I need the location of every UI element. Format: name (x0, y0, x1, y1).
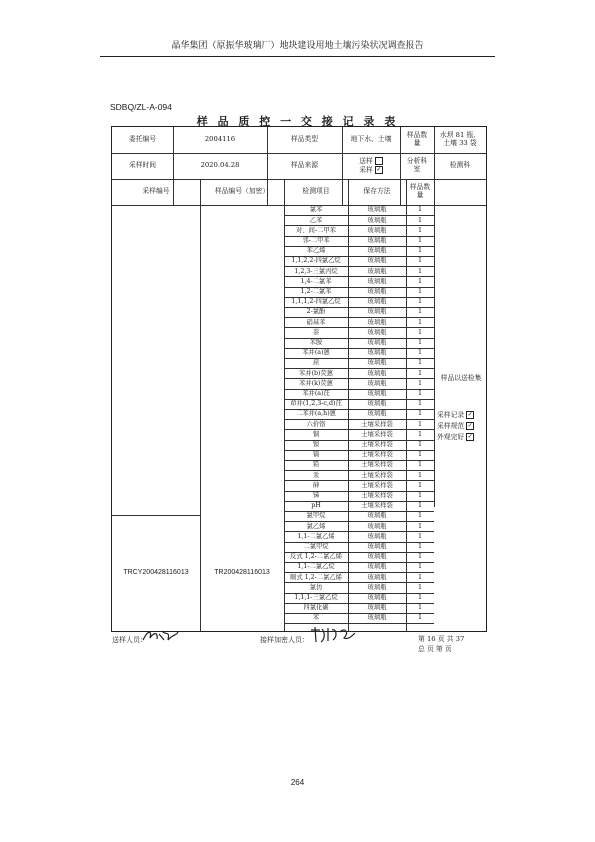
test-item: 二苯并(a,h)蒽 (296, 410, 336, 418)
item-quantity: 1 (417, 563, 422, 571)
test-item: 顺式 1,2-二氯乙烯 (290, 573, 342, 581)
storage-method: 玻璃瓶 (367, 583, 387, 591)
label-sample-source: 样品来源 (290, 161, 319, 170)
test-item: 反式 1,2-二氯乙烯 (290, 553, 342, 561)
page-info (418, 634, 464, 654)
item-quantity: 1 (417, 277, 422, 285)
item-quantity: 1 (417, 216, 422, 224)
qc-check-label: 采样规范 (437, 421, 465, 430)
test-item: 苯并(a)芘 (302, 390, 330, 398)
sample-source-options (342, 153, 400, 179)
qc-check-checkbox[interactable]: ✓ (467, 411, 473, 419)
label-commission-no: 委托编号 (128, 135, 157, 144)
test-item: 四氯化碳 (303, 604, 329, 612)
item-quantity: 1 (417, 247, 422, 255)
item-quantity: 1 (417, 226, 422, 234)
qc-check-item (437, 410, 487, 421)
qc-check-item (437, 432, 487, 443)
item-quantity: 1 (417, 379, 422, 387)
item-quantity: 1 (417, 604, 422, 612)
test-item: 氯仿 (309, 583, 323, 591)
storage-method: 玻璃瓶 (367, 573, 387, 581)
col-sampling-code: 采样编号 (142, 187, 170, 196)
page-info-line1: 第 16 页 共 37 (418, 635, 465, 643)
storage-method: 玻璃瓶 (367, 247, 387, 255)
option-delivered-label: 送样 (359, 157, 373, 166)
label-sampling-time: 采样时间 (128, 161, 157, 170)
sample-quantity: 水坝 81 瓶、土壤 33 袋 (439, 131, 481, 147)
test-item: 对、间-二甲苯 (296, 226, 336, 234)
col-quantity: 样品数量 (409, 183, 431, 199)
storage-method: 土壤采样袋 (361, 502, 393, 510)
item-quantity: 1 (417, 390, 422, 398)
test-item: 乙苯 (309, 216, 323, 224)
test-item: 六价铬 (306, 420, 326, 428)
storage-method: 玻璃瓶 (367, 512, 387, 520)
storage-method: 玻璃瓶 (367, 339, 387, 347)
item-quantity: 1 (417, 410, 422, 418)
option-sampled-label: 采样 (359, 166, 373, 174)
item-quantity: 1 (417, 206, 422, 214)
test-item: 萘 (312, 328, 320, 336)
test-item: 氯苯 (309, 206, 323, 214)
label-sample-quantity: 样品数量 (406, 131, 428, 147)
test-item: 1,4-二氯苯 (300, 277, 332, 285)
item-quantity: 1 (417, 400, 422, 408)
item-quantity: 1 (417, 420, 422, 428)
receiver-signature (308, 624, 358, 646)
remarks-note: 样品以送检集 (440, 374, 482, 382)
page-number: 264 (290, 778, 305, 787)
storage-method: 土壤采样袋 (361, 461, 393, 469)
test-item: 2-氯酚 (306, 308, 326, 316)
storage-method: 土壤采样袋 (361, 420, 393, 428)
storage-method: 玻璃瓶 (367, 257, 387, 265)
storage-method: 玻璃瓶 (367, 400, 387, 408)
item-quantity: 1 (417, 461, 422, 469)
item-quantity: 1 (417, 481, 422, 489)
test-item: 邻-二甲苯 (302, 237, 330, 245)
receiver-label: 接样加密人员： (260, 637, 309, 644)
test-item: 镍 (312, 441, 320, 449)
qc-check-label: 采样记录 (437, 411, 465, 419)
test-item: pH (311, 502, 321, 510)
label-sample-type: 样品类型 (290, 135, 319, 144)
storage-method: 玻璃瓶 (367, 594, 387, 602)
option-sampled-checkbox[interactable]: ✓ (376, 166, 382, 173)
grid-line (434, 127, 435, 507)
qc-check-checkbox[interactable]: ✓ (467, 433, 473, 441)
storage-method: 土壤采样袋 (361, 481, 393, 489)
item-quantity: 1 (417, 492, 422, 500)
test-item: 苯并(b)荧蒽 (298, 369, 334, 377)
item-quantity: 1 (417, 583, 422, 591)
item-quantity: 1 (417, 614, 422, 622)
item-quantity: 1 (417, 288, 422, 296)
item-quantity: 1 (417, 573, 422, 581)
storage-method: 土壤采样袋 (361, 492, 393, 500)
test-item: 锑 (312, 492, 320, 500)
storage-method: 玻璃瓶 (367, 267, 387, 275)
item-quantity: 1 (417, 349, 422, 357)
item-quantity: 1 (417, 298, 422, 306)
col-storage-method: 保存方法 (363, 187, 391, 196)
test-item: 1,1,1-三氯乙烷 (294, 594, 338, 602)
col-test-item: 检测项目 (302, 187, 330, 196)
storage-method: 玻璃瓶 (367, 604, 387, 612)
storage-method: 玻璃瓶 (367, 410, 387, 418)
storage-method: 玻璃瓶 (367, 369, 387, 377)
storage-method: 土壤采样袋 (361, 441, 393, 449)
storage-method: 玻璃瓶 (367, 563, 387, 571)
qc-check-label: 外观完好 (437, 432, 465, 441)
item-quantity: 1 (417, 237, 422, 245)
item-quantity: 1 (417, 441, 422, 449)
test-item: 铅 (312, 461, 320, 469)
analysis-dept: 检测科 (449, 161, 471, 170)
item-quantity: 1 (417, 594, 422, 602)
qc-handover-table (111, 126, 487, 632)
storage-method: 玻璃瓶 (367, 328, 387, 336)
test-item: 氯甲烷 (306, 512, 326, 520)
sender-label: 送样人员： (112, 637, 147, 644)
item-quantity: 1 (417, 369, 422, 377)
item-quantity: 1 (417, 430, 422, 438)
storage-method: 玻璃瓶 (367, 379, 387, 387)
item-quantity: 1 (417, 512, 422, 520)
test-item: 䓛 (312, 359, 320, 367)
test-item: 苯胺 (309, 339, 323, 347)
item-quantity: 1 (417, 308, 422, 316)
item-quantity: 1 (417, 257, 422, 265)
test-item: 二氯甲烷 (303, 543, 329, 551)
test-item: 苯 (312, 614, 320, 622)
storage-method: 玻璃瓶 (367, 216, 387, 224)
test-item: 1,2-二氯苯 (300, 288, 332, 296)
page-info-line2: 总 页 第 页 (418, 645, 452, 654)
storage-method: 土壤采样袋 (361, 430, 393, 438)
item-quantity: 1 (417, 532, 422, 540)
item-quantity: 1 (417, 522, 422, 530)
test-item: 苯乙烯 (306, 247, 326, 255)
test-item: 1,1-二氯乙烷 (297, 563, 335, 571)
storage-method: 玻璃瓶 (367, 308, 387, 316)
sender-signature (140, 626, 182, 646)
storage-method: 玻璃瓶 (367, 277, 387, 285)
option-delivered-checkbox[interactable] (375, 157, 383, 165)
test-item: 镉 (312, 451, 320, 459)
storage-method: 玻璃瓶 (367, 532, 387, 540)
storage-method: 玻璃瓶 (367, 390, 387, 398)
storage-method: 玻璃瓶 (367, 318, 387, 326)
label-analysis-dept: 分析科室 (406, 157, 428, 173)
item-quantity: 1 (417, 267, 422, 275)
item-quantity: 1 (417, 553, 422, 561)
item-quantity: 1 (417, 359, 422, 367)
item-quantity: 1 (417, 339, 422, 347)
item-quantity: 1 (417, 318, 422, 326)
storage-method: 玻璃瓶 (367, 349, 387, 357)
test-item: 砷 (312, 481, 320, 489)
test-item: 汞 (312, 471, 320, 479)
test-item: 苯并(k)荧蒽 (299, 379, 333, 387)
qc-check-checkbox[interactable]: ✓ (467, 422, 473, 430)
storage-method: 土壤采样袋 (361, 471, 393, 479)
test-item: 茚并(1,2,3-c,d)芘 (290, 400, 342, 408)
storage-method: 玻璃瓶 (367, 288, 387, 296)
storage-method: 玻璃瓶 (367, 614, 387, 622)
col-encrypted-code: 样品编号（加密） (214, 187, 270, 196)
item-quantity: 1 (417, 328, 422, 336)
test-item: 1,1,1,2-四氯乙烷 (291, 298, 341, 306)
qc-check-item (437, 421, 487, 432)
storage-method: 玻璃瓶 (367, 237, 387, 245)
test-item: 硝基苯 (306, 318, 326, 326)
test-item: 氯乙烯 (306, 522, 326, 530)
storage-method: 玻璃瓶 (367, 359, 387, 367)
item-quantity: 1 (417, 543, 422, 551)
grid-line (284, 623, 434, 624)
report-header: 晶华集团（原振华玻璃厂）地块建设用地土壤污染状况调查报告 (171, 41, 424, 51)
test-item: 1,2,3-三氯丙烷 (294, 267, 338, 275)
test-item: 1,1,2,2-四氯乙烷 (291, 257, 341, 265)
test-item: 1,1-二氯乙烯 (297, 532, 335, 540)
header-rule (100, 56, 495, 57)
item-quantity: 1 (417, 502, 422, 510)
storage-method: 玻璃瓶 (367, 543, 387, 551)
test-item: 苯并(a)蒽 (302, 349, 330, 357)
sample-type: 地下水、土壤 (350, 135, 392, 144)
item-quantity: 1 (417, 451, 422, 459)
storage-method: 玻璃瓶 (367, 522, 387, 530)
sampling-time: 2020.04.28 (200, 161, 240, 170)
storage-method: 土壤采样袋 (361, 451, 393, 459)
storage-method: 玻璃瓶 (367, 298, 387, 306)
storage-method: 玻璃瓶 (367, 226, 387, 234)
storage-method: 玻璃瓶 (367, 206, 387, 214)
sampling-code-value: TRCY200428116013 (123, 568, 189, 576)
storage-method: 玻璃瓶 (367, 553, 387, 561)
encrypted-code-value: TR200428116013 (214, 568, 270, 576)
test-item: 铜 (312, 430, 320, 438)
document-number: SDBQ/ZL-A-094 (110, 102, 172, 112)
item-quantity: 1 (417, 471, 422, 479)
qc-checklist (437, 410, 487, 443)
form-title: 样 品 质 控 一 交 接 记 录 表 (196, 115, 399, 128)
commission-no: 2004116 (204, 135, 236, 144)
